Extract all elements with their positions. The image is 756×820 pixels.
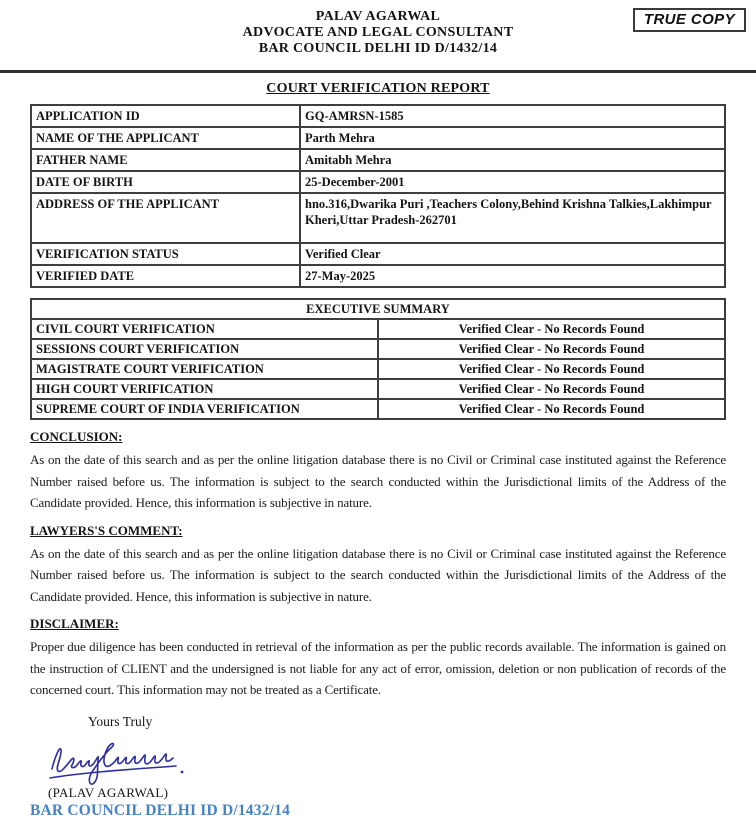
row-label: DATE OF BIRTH: [31, 171, 300, 193]
table-row: [31, 193, 725, 243]
row-value: 25-December-2001: [300, 171, 725, 193]
table-row: [31, 339, 725, 359]
executive-summary-table: [30, 298, 726, 420]
lawyers-comment-heading: LAWYERS'S COMMENT:: [30, 522, 183, 538]
signatory-name: (PALAV AGARWAL): [48, 784, 169, 800]
table-row: [31, 127, 725, 149]
row-value: Verified Clear - No Records Found: [378, 379, 725, 399]
row-label: HIGH COURT VERIFICATION: [31, 379, 378, 399]
conclusion-section: [30, 429, 726, 514]
row-label: NAME OF THE APPLICANT: [31, 127, 300, 149]
disclaimer-heading: DISCLAIMER:: [30, 616, 119, 631]
advocate-bar-id: BAR COUNCIL DELHI ID D/1432/14: [258, 41, 498, 56]
closing-text: Yours Truly: [88, 713, 153, 729]
table-row: [31, 171, 725, 193]
disclaimer-section: [30, 616, 726, 701]
lawyers-comment-section: [30, 523, 726, 608]
row-label: MAGISTRATE COURT VERIFICATION: [31, 359, 378, 379]
table-row: [31, 149, 725, 171]
row-label: VERIFIED DATE: [31, 265, 300, 287]
table-header-row: [31, 299, 725, 319]
advocate-title: ADVOCATE AND LEGAL CONSULTANT: [242, 25, 514, 40]
row-label: SUPREME COURT OF INDIA VERIFICATION: [31, 399, 378, 419]
row-value: hno.316,Dwarika Puri ,Teachers Colony,Behind Krishna Talkies,Lakhimpur Kheri,Uttar Pradesh-262701: [300, 193, 725, 243]
table-row: [31, 105, 725, 127]
row-value: 27-May-2025: [300, 265, 725, 287]
row-label: SESSIONS COURT VERIFICATION: [31, 339, 378, 359]
row-value: GQ-AMRSN-1585: [300, 105, 725, 127]
row-value: Verified Clear - No Records Found: [378, 319, 725, 339]
row-label: ADDRESS OF THE APPLICANT: [31, 193, 300, 243]
signature-handwriting: [44, 733, 194, 785]
table-row: [31, 243, 725, 265]
row-value: Verified Clear - No Records Found: [378, 399, 725, 419]
advocate-name: PALAV AGARWAL: [315, 9, 441, 24]
row-label: FATHER NAME: [31, 149, 300, 171]
executive-summary-title: EXECUTIVE SUMMARY: [31, 299, 725, 319]
row-value: Parth Mehra: [300, 127, 725, 149]
disclaimer-body: Proper due diligence has been conducted in retrieval of the information as per the public records available. The information is gained on the instruction of CLIENT and the undersigned is not liable for any act of error, omission, deletion or non publication of records of the concerned court. This information may not be treated as a Certificate.: [30, 639, 726, 697]
table-row: [31, 319, 725, 339]
lawyers-comment-body: As on the date of this search and as per the online litigation database there is no Civil or Criminal case instituted against the Reference Number raised before us. The information is subject to the search conducted within the Jurisdictional limits of the Address of the Candidate provided. Hence, this information is subjective in nature.: [30, 545, 726, 604]
row-value: Verified Clear: [300, 243, 725, 265]
table-row: [31, 379, 725, 399]
row-label: VERIFICATION STATUS: [31, 243, 300, 265]
table-row: [31, 265, 725, 287]
header-divider: [0, 70, 756, 73]
table-row: [31, 359, 725, 379]
conclusion-heading: CONCLUSION:: [30, 429, 123, 444]
applicant-table: [30, 104, 726, 288]
true-copy-stamp: TRUE COPY: [633, 8, 746, 32]
conclusion-body: As on the date of this search and as per the online litigation database there is no Civil or Criminal case instituted against the Reference Number raised before us. The information is subject to the search conducted within the Jurisdictional limits of the Address of the Candidate provided. Hence, this information is subjective in nature.: [30, 452, 726, 510]
bar-council-line: BAR COUNCIL DELHI ID D/1432/14: [30, 801, 291, 819]
report-title: COURT VERIFICATION REPORT: [266, 81, 490, 96]
row-value: Verified Clear - No Records Found: [378, 339, 725, 359]
row-label: APPLICATION ID: [31, 105, 300, 127]
row-label: CIVIL COURT VERIFICATION: [31, 319, 378, 339]
table-row: [31, 399, 725, 419]
row-value: Verified Clear - No Records Found: [378, 359, 725, 379]
row-value: Amitabh Mehra: [300, 149, 725, 171]
